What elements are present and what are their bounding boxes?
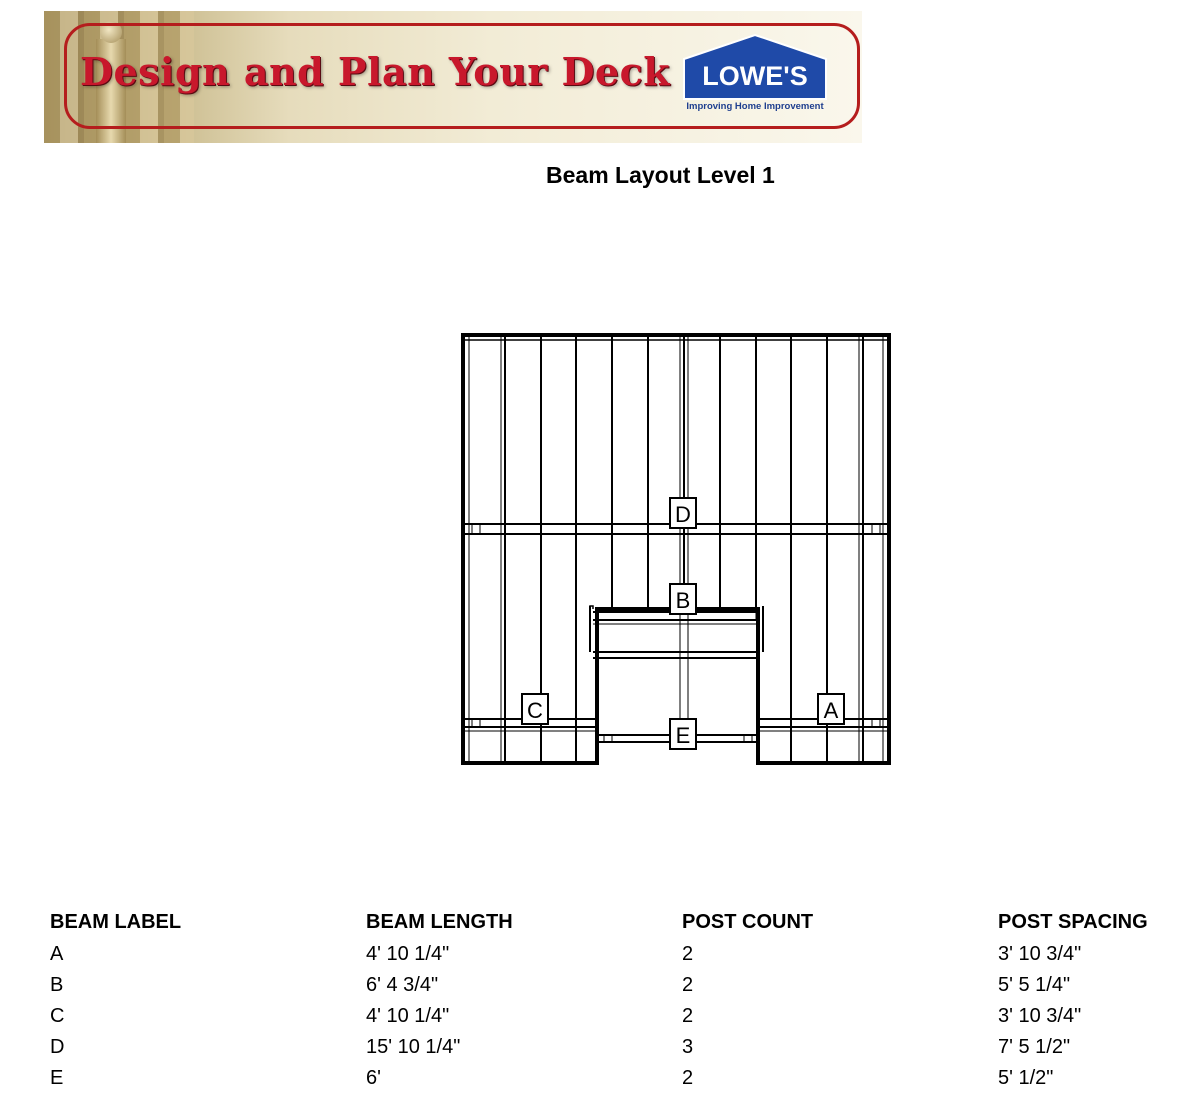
logo-tagline: Improving Home Improvement <box>686 101 824 112</box>
cell-post-count: 2 <box>682 943 694 965</box>
beam-label-e <box>670 719 696 749</box>
cell-beam-label: E <box>50 1067 64 1089</box>
cell-beam-length: 4' 10 1/4" <box>366 1005 450 1027</box>
beam-label-d <box>670 498 696 528</box>
cell-post-count: 2 <box>682 1005 694 1027</box>
logo-wordmark: LOWE'S <box>702 61 808 91</box>
column-header-post-count: POST COUNT <box>682 911 814 933</box>
cell-beam-length: 4' 10 1/4" <box>366 943 450 965</box>
beam-label-b <box>670 584 696 614</box>
cell-beam-label: B <box>50 974 64 996</box>
header-banner <box>44 11 862 143</box>
cell-post-count: 2 <box>682 974 694 996</box>
column-header-post-spacing: POST SPACING <box>998 911 1148 933</box>
page-title: Beam Layout Level 1 <box>546 162 775 188</box>
cell-post-spacing: 3' 10 3/4" <box>998 1005 1082 1027</box>
cell-beam-length: 6' 4 3/4" <box>366 974 439 996</box>
cell-beam-label: C <box>50 1005 65 1027</box>
beam-label-a-text: A <box>823 698 839 723</box>
cell-beam-length: 15' 10 1/4" <box>366 1036 461 1058</box>
banner-title: Design and Plan Your Deck <box>80 49 671 94</box>
cell-beam-label: A <box>50 943 64 965</box>
beam-label-c-text: C <box>527 698 543 723</box>
cell-post-spacing: 5' 5 1/4" <box>998 974 1071 996</box>
beam-label-e-text: E <box>675 723 691 748</box>
cell-post-spacing: 5' 1/2" <box>998 1067 1054 1089</box>
column-header-beam-length: BEAM LENGTH <box>366 911 513 933</box>
joists <box>505 335 863 763</box>
beam-label-d-text: D <box>675 502 691 527</box>
lowes-logo <box>680 33 830 117</box>
cell-post-spacing: 7' 5 1/2" <box>998 1036 1071 1058</box>
beam-label-c <box>522 694 548 724</box>
cell-post-spacing: 3' 10 3/4" <box>998 943 1082 965</box>
cell-beam-length: 6' <box>366 1067 381 1089</box>
beam-label-b-text: B <box>675 588 691 613</box>
beam-layout-diagram <box>458 330 898 770</box>
cell-post-count: 2 <box>682 1067 694 1089</box>
beam-label-a <box>818 694 844 724</box>
cell-post-count: 3 <box>682 1036 694 1058</box>
cell-beam-label: D <box>50 1036 65 1058</box>
column-header-beam-label: BEAM LABEL <box>50 911 182 933</box>
